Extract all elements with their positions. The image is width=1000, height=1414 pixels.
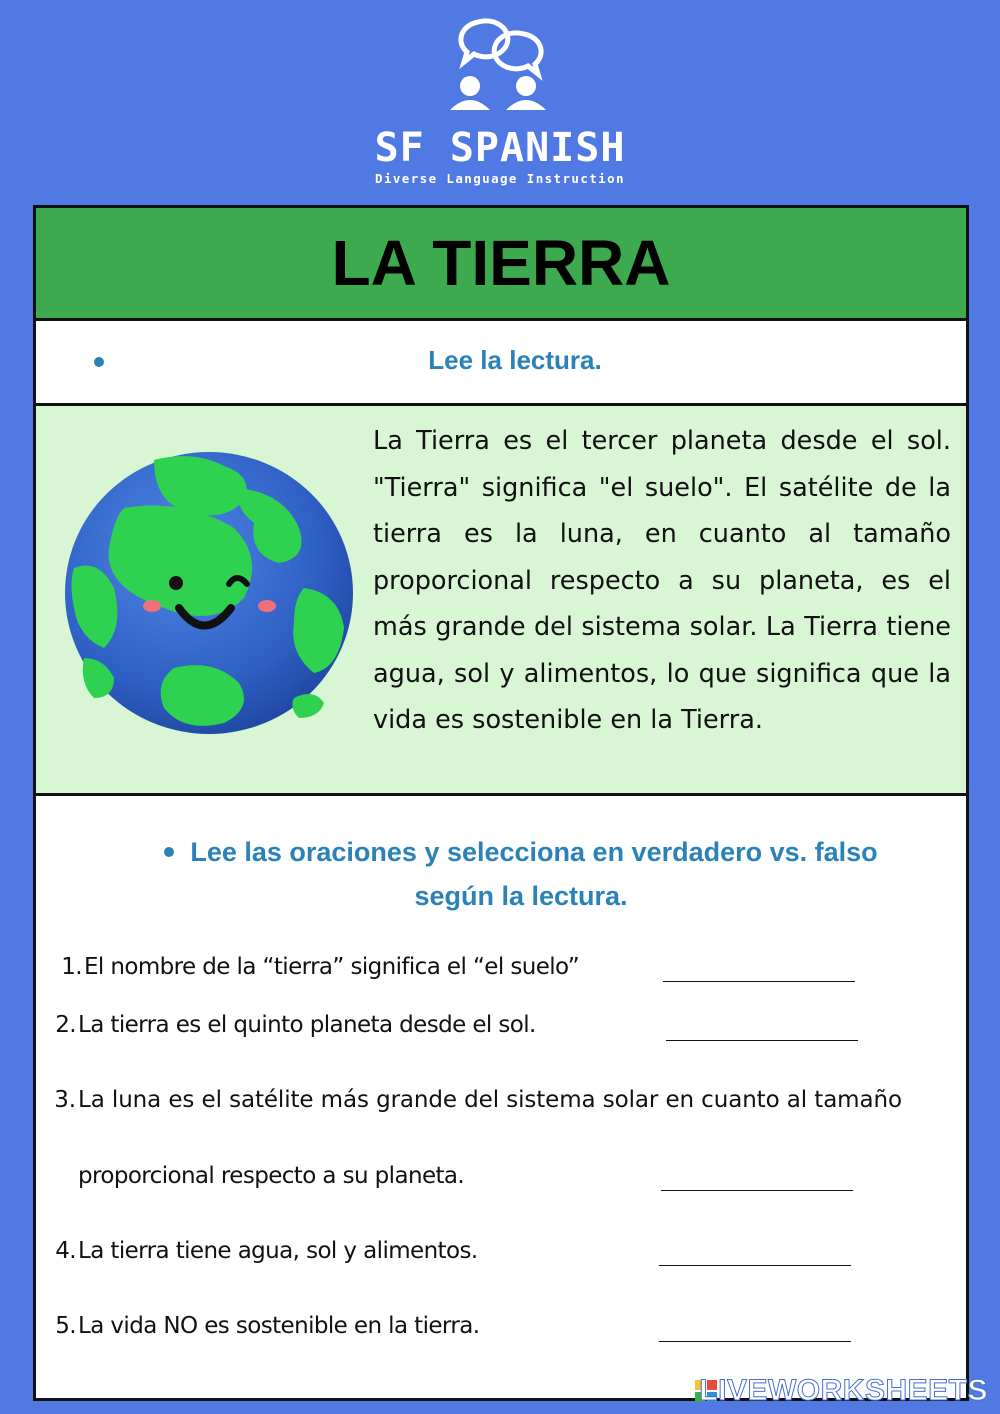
question-text: La luna es el satélite más grande del sistema solar en cuanto al tamaño — [78, 1087, 902, 1113]
question-1 — [54, 954, 579, 980]
worksheet — [33, 205, 969, 1401]
earth-illustration — [64, 448, 354, 738]
question-3-continued — [78, 1163, 464, 1189]
question-3 — [48, 1087, 902, 1113]
brand-tagline: Diverse Language Instruction — [375, 171, 625, 186]
reading-paragraph: La Tierra es el tercer planeta desde el sol. "Tierra" significa "el suelo". El satélite de la tierra es la luna, en cuanto al tamaño proporcional respecto a su planeta, es el más grande del sistema solar. La Tierra tiene agua, sol y alimentos, lo que significa que la vida es sostenible en la Tierra. — [373, 426, 951, 735]
answer-blank-5[interactable] — [659, 1341, 851, 1342]
question-number: 1. — [61, 954, 82, 980]
question-number: 5. — [55, 1313, 76, 1339]
instruction-read-text: Lee la lectura. — [428, 345, 602, 375]
answer-blank-3[interactable] — [661, 1190, 853, 1191]
instruction-true-false — [106, 830, 936, 918]
question-number: 2. — [55, 1012, 76, 1038]
answer-blank-1[interactable] — [663, 981, 855, 982]
instruction-tf-line2: según la lectura. — [414, 881, 628, 911]
people-speech-icon — [440, 18, 560, 110]
question-text: La tierra tiene agua, sol y alimentos. — [78, 1238, 478, 1264]
reading-section — [36, 406, 966, 796]
brand-name: SF SPANISH — [374, 125, 626, 171]
page-title: LA TIERRA — [331, 227, 671, 299]
question-number: 3. — [54, 1087, 76, 1113]
title-band — [36, 208, 966, 321]
question-text: El nombre de la “tierra” significa el “el suelo” — [84, 954, 580, 980]
question-5 — [48, 1313, 479, 1339]
question-text: La vida NO es sostenible en la tierra. — [78, 1313, 480, 1339]
answer-blank-2[interactable] — [666, 1040, 858, 1041]
instruction-read — [36, 321, 966, 406]
question-text: La tierra es el quinto planeta desde el sol. — [78, 1012, 536, 1038]
bullet-icon — [164, 847, 174, 857]
answer-blank-4[interactable] — [659, 1265, 851, 1266]
question-2 — [48, 1012, 536, 1038]
question-text-line2: proporcional respecto a su planeta. — [78, 1163, 465, 1189]
instruction-tf-line1: Lee las oraciones y selecciona en verdadero vs. falso — [190, 837, 878, 867]
question-number: 4. — [55, 1238, 76, 1264]
liveworksheets-watermark: LIVEWORKSHEETS — [699, 1374, 988, 1407]
question-4 — [48, 1238, 478, 1264]
sf-spanish-logo — [0, 0, 1000, 200]
